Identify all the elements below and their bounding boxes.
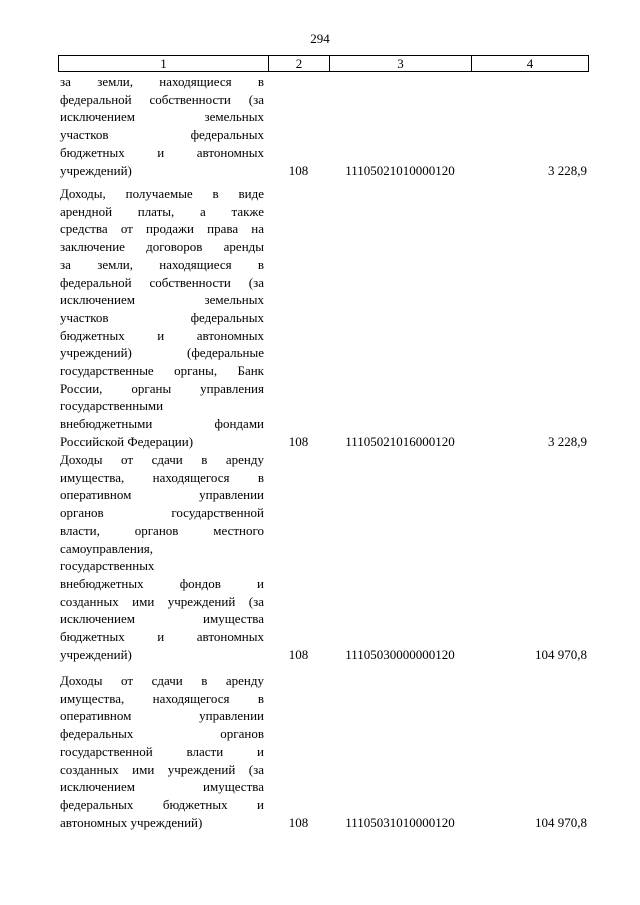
description-line: государственными xyxy=(60,398,164,414)
description-line: бюджетных и автономных xyxy=(60,144,264,160)
description-line: арендной платы, а также xyxy=(60,203,264,219)
description-line: государственной власти и xyxy=(60,743,264,759)
description-line: исключением земельных xyxy=(60,109,264,125)
description-line: исключением имущества xyxy=(60,611,264,627)
description-line: имущества, находящегося в xyxy=(60,469,264,485)
description-line: Доходы от сдачи в аренду xyxy=(60,673,264,688)
description-line: Доходы, получаемые в виде xyxy=(60,186,264,201)
description-line: за земли, находящиеся в xyxy=(60,74,264,89)
description-line: внебюджетными фондами xyxy=(60,416,264,432)
description-line: федеральных бюджетных и xyxy=(60,796,264,812)
description-line: учреждений) (федеральные xyxy=(60,345,264,361)
column-header-2: 2 xyxy=(269,56,330,71)
column-header-4: 4 xyxy=(526,56,534,71)
income-description xyxy=(60,451,264,663)
income-description xyxy=(60,185,264,451)
description-line: оперативном управлении xyxy=(60,708,264,724)
description-line: бюджетных и автономных xyxy=(60,629,264,645)
amount-value: 104 970,8 xyxy=(535,646,587,662)
description-line: государственных xyxy=(60,558,155,574)
description-line: созданных ими учреждений (за xyxy=(60,761,264,777)
admin-code: 108 xyxy=(288,646,309,662)
description-line: Российской Федерации) xyxy=(60,433,194,449)
description-line: исключением земельных xyxy=(60,292,264,308)
budget-classification-code: 11105021016000120 xyxy=(345,433,455,449)
description-line: федеральных органов xyxy=(60,726,264,742)
admin-code: 108 xyxy=(288,814,309,830)
budget-classification-code: 11105031010000120 xyxy=(345,814,455,830)
description-line: Доходы от сдачи в аренду xyxy=(60,452,264,467)
description-line: имущества, находящегося в xyxy=(60,690,264,706)
description-line: созданных ими учреждений (за xyxy=(60,593,264,609)
description-line: средства от продажи права на xyxy=(60,221,264,237)
column-header-1: 1 xyxy=(59,56,269,71)
description-line: участков федеральных xyxy=(60,309,264,325)
budget-classification-code: 11105030000000120 xyxy=(345,646,455,662)
description-line: заключение договоров аренды xyxy=(60,239,264,255)
description-line: исключением имущества xyxy=(60,779,264,795)
description-line: участков федеральных xyxy=(60,127,264,143)
description-line: федеральной собственности (за xyxy=(60,274,264,290)
income-description xyxy=(60,73,264,179)
description-line: федеральной собственности (за xyxy=(60,91,264,107)
admin-code: 108 xyxy=(288,433,309,449)
table-header xyxy=(58,55,589,72)
description-line: власти, органов местного xyxy=(60,522,264,538)
description-line: внебюджетных фондов и xyxy=(60,575,264,591)
page-number: 294 xyxy=(310,31,330,46)
admin-code: 108 xyxy=(288,162,309,178)
amount-value: 3 228,9 xyxy=(548,162,587,178)
description-line: России, органы управления xyxy=(60,380,264,396)
budget-classification-code: 11105021010000120 xyxy=(345,162,455,178)
amount-value: 3 228,9 xyxy=(548,433,587,449)
description-line: бюджетных и автономных xyxy=(60,327,264,343)
description-line: самоуправления, xyxy=(60,540,154,556)
description-line: учреждений) xyxy=(60,162,132,178)
income-description xyxy=(60,672,264,831)
description-line: автономных учреждений) xyxy=(60,814,203,830)
description-line: органов государственной xyxy=(60,505,264,521)
amount-value: 104 970,8 xyxy=(535,814,587,830)
description-line: учреждений) xyxy=(60,646,132,662)
description-line: оперативном управлении xyxy=(60,487,264,503)
description-line: государственные органы, Банк xyxy=(60,363,264,379)
description-line: за земли, находящиеся в xyxy=(60,256,264,272)
column-header-3: 3 xyxy=(330,56,472,71)
